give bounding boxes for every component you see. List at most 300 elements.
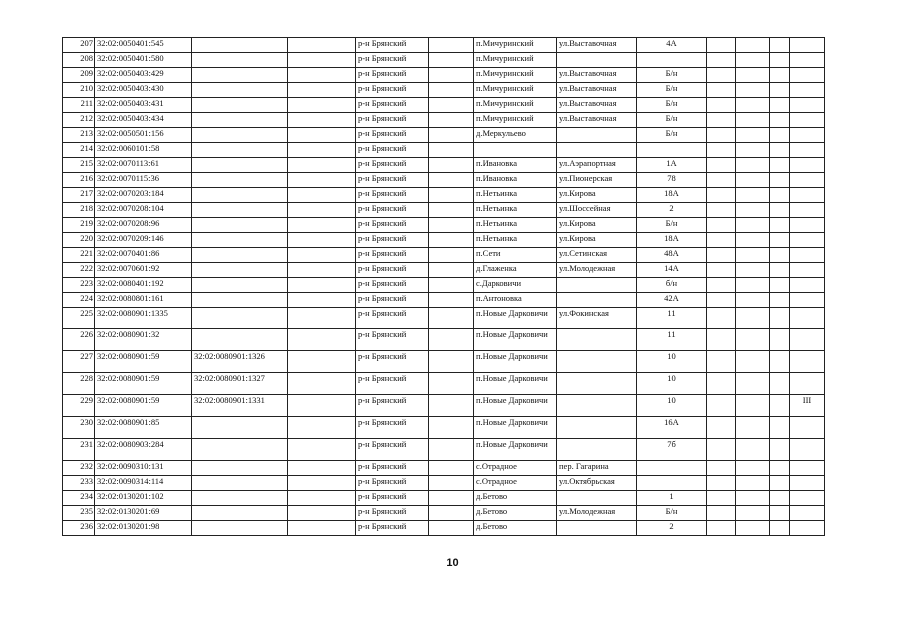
district-cell: р-н Брянский (356, 53, 429, 68)
street-cell: ул.Сетинская (557, 248, 637, 263)
empty-cell (736, 373, 770, 395)
note-cell (790, 143, 825, 158)
empty-cell (770, 308, 790, 329)
row-number-cell: 224 (63, 293, 95, 308)
table-row (63, 113, 825, 128)
note-cell (790, 128, 825, 143)
house-number-cell: 2 (637, 521, 707, 536)
street-cell (557, 439, 637, 461)
empty-cell (707, 83, 736, 98)
note-cell (790, 158, 825, 173)
street-cell (557, 395, 637, 417)
cadastral-number-cell: 32:02:0080903:284 (95, 439, 192, 461)
house-number-cell (637, 461, 707, 476)
empty-cell (429, 293, 474, 308)
note-cell (790, 98, 825, 113)
linked-cadastral-number-cell (192, 476, 288, 491)
street-cell (557, 53, 637, 68)
empty-cell (429, 308, 474, 329)
settlement-cell: п.Мичуринский (474, 98, 557, 113)
note-cell (790, 308, 825, 329)
settlement-cell: п.Сети (474, 248, 557, 263)
table-body (63, 38, 825, 536)
empty-cell (429, 38, 474, 53)
house-number-cell: 18А (637, 233, 707, 248)
street-cell (557, 143, 637, 158)
settlement-cell: п.Нетьинка (474, 233, 557, 248)
empty-cell (770, 329, 790, 351)
empty-cell (770, 293, 790, 308)
empty-cell (770, 373, 790, 395)
empty-cell (707, 203, 736, 218)
note-cell (790, 439, 825, 461)
note-cell (790, 506, 825, 521)
empty-cell (770, 143, 790, 158)
settlement-cell: п.Новые Дарковичи (474, 351, 557, 373)
street-cell (557, 128, 637, 143)
empty-cell (736, 521, 770, 536)
empty-cell (288, 308, 356, 329)
settlement-cell: п.Нетьинка (474, 203, 557, 218)
table-row (63, 521, 825, 536)
empty-cell (736, 68, 770, 83)
row-number-cell: 219 (63, 218, 95, 233)
district-cell: р-н Брянский (356, 128, 429, 143)
cadastral-number-cell: 32:02:0070209:146 (95, 233, 192, 248)
note-cell (790, 203, 825, 218)
house-number-cell: 10 (637, 351, 707, 373)
district-cell: р-н Брянский (356, 203, 429, 218)
linked-cadastral-number-cell (192, 263, 288, 278)
empty-cell (288, 491, 356, 506)
note-cell (790, 373, 825, 395)
district-cell: р-н Брянский (356, 373, 429, 395)
empty-cell (770, 351, 790, 373)
empty-cell (770, 417, 790, 439)
house-number-cell: 10 (637, 395, 707, 417)
empty-cell (736, 188, 770, 203)
page-number: 10 (446, 557, 459, 569)
cadastral-number-cell: 32:02:0070401:86 (95, 248, 192, 263)
empty-cell (288, 351, 356, 373)
district-cell: р-н Брянский (356, 143, 429, 158)
linked-cadastral-number-cell (192, 278, 288, 293)
empty-cell (288, 128, 356, 143)
street-cell: ул.Октябрьская (557, 476, 637, 491)
street-cell (557, 521, 637, 536)
empty-cell (736, 308, 770, 329)
row-number-cell: 218 (63, 203, 95, 218)
empty-cell (736, 491, 770, 506)
empty-cell (288, 373, 356, 395)
empty-cell (736, 128, 770, 143)
empty-cell (736, 417, 770, 439)
empty-cell (429, 461, 474, 476)
cadastral-number-cell: 32:02:0070115:36 (95, 173, 192, 188)
district-cell: р-н Брянский (356, 68, 429, 83)
linked-cadastral-number-cell (192, 113, 288, 128)
cadastral-number-cell: 32:02:0080901:59 (95, 395, 192, 417)
linked-cadastral-number-cell: 32:02:0080901:1331 (192, 395, 288, 417)
empty-cell (707, 351, 736, 373)
empty-cell (770, 461, 790, 476)
empty-cell (429, 476, 474, 491)
empty-cell (429, 233, 474, 248)
house-number-cell: б/н (637, 278, 707, 293)
house-number-cell: Б/н (637, 68, 707, 83)
note-cell (790, 521, 825, 536)
note-cell (790, 278, 825, 293)
empty-cell (429, 143, 474, 158)
row-number-cell: 217 (63, 188, 95, 203)
row-number-cell: 228 (63, 373, 95, 395)
street-cell (557, 491, 637, 506)
empty-cell (707, 476, 736, 491)
district-cell: р-н Брянский (356, 98, 429, 113)
linked-cadastral-number-cell (192, 83, 288, 98)
settlement-cell: д.Бетово (474, 506, 557, 521)
table-row (63, 158, 825, 173)
empty-cell (288, 173, 356, 188)
district-cell: р-н Брянский (356, 278, 429, 293)
linked-cadastral-number-cell: 32:02:0080901:1326 (192, 351, 288, 373)
empty-cell (770, 491, 790, 506)
empty-cell (736, 351, 770, 373)
table-row (63, 188, 825, 203)
house-number-cell: 1 (637, 491, 707, 506)
row-number-cell: 211 (63, 98, 95, 113)
linked-cadastral-number-cell (192, 233, 288, 248)
house-number-cell: 2 (637, 203, 707, 218)
empty-cell (429, 395, 474, 417)
cadastral-number-cell: 32:02:0080801:161 (95, 293, 192, 308)
linked-cadastral-number-cell (192, 439, 288, 461)
settlement-cell: п.Мичуринский (474, 83, 557, 98)
row-number-cell: 222 (63, 263, 95, 278)
house-number-cell: Б/н (637, 113, 707, 128)
settlement-cell: с.Отрадное (474, 461, 557, 476)
house-number-cell: 10 (637, 373, 707, 395)
linked-cadastral-number-cell (192, 248, 288, 263)
empty-cell (429, 53, 474, 68)
cadastral-number-cell: 32:02:0080901:85 (95, 417, 192, 439)
empty-cell (429, 188, 474, 203)
empty-cell (288, 293, 356, 308)
row-number-cell: 209 (63, 68, 95, 83)
table-row (63, 439, 825, 461)
row-number-cell: 226 (63, 329, 95, 351)
house-number-cell: 4А (637, 38, 707, 53)
house-number-cell: 18А (637, 188, 707, 203)
note-cell (790, 68, 825, 83)
district-cell: р-н Брянский (356, 461, 429, 476)
note-cell (790, 233, 825, 248)
empty-cell (736, 293, 770, 308)
settlement-cell: с.Отрадное (474, 476, 557, 491)
row-number-cell: 231 (63, 439, 95, 461)
table-row (63, 395, 825, 417)
linked-cadastral-number-cell (192, 521, 288, 536)
note-cell (790, 218, 825, 233)
district-cell: р-н Брянский (356, 113, 429, 128)
empty-cell (288, 218, 356, 233)
note-cell (790, 491, 825, 506)
empty-cell (707, 233, 736, 248)
empty-cell (288, 38, 356, 53)
empty-cell (736, 113, 770, 128)
row-number-cell: 232 (63, 461, 95, 476)
note-cell (790, 188, 825, 203)
note-cell (790, 38, 825, 53)
linked-cadastral-number-cell (192, 68, 288, 83)
cadastral-number-cell: 32:02:0050401:580 (95, 53, 192, 68)
empty-cell (288, 98, 356, 113)
street-cell: пер. Гагарина (557, 461, 637, 476)
empty-cell (288, 278, 356, 293)
house-number-cell (637, 476, 707, 491)
district-cell: р-н Брянский (356, 506, 429, 521)
empty-cell (707, 143, 736, 158)
table-row (63, 53, 825, 68)
house-number-cell: 16А (637, 417, 707, 439)
district-cell: р-н Брянский (356, 395, 429, 417)
empty-cell (707, 53, 736, 68)
street-cell: ул.Молодежная (557, 506, 637, 521)
empty-cell (707, 461, 736, 476)
note-cell (790, 329, 825, 351)
street-cell: ул.Молодежная (557, 263, 637, 278)
district-cell: р-н Брянский (356, 439, 429, 461)
empty-cell (770, 218, 790, 233)
row-number-cell: 207 (63, 38, 95, 53)
district-cell: р-н Брянский (356, 417, 429, 439)
settlement-cell: п.Новые Дарковичи (474, 395, 557, 417)
house-number-cell: 11 (637, 308, 707, 329)
street-cell: ул.Шоссейная (557, 203, 637, 218)
settlement-cell: п.Новые Дарковичи (474, 439, 557, 461)
note-cell (790, 461, 825, 476)
street-cell: ул.Кирова (557, 188, 637, 203)
table-row (63, 263, 825, 278)
house-number-cell: 78 (637, 173, 707, 188)
cadastral-number-cell: 32:02:0070208:96 (95, 218, 192, 233)
empty-cell (736, 263, 770, 278)
note-cell (790, 263, 825, 278)
table-row (63, 83, 825, 98)
cadastral-number-cell: 32:02:0080901:32 (95, 329, 192, 351)
row-number-cell: 210 (63, 83, 95, 98)
cadastral-number-cell: 32:02:0050401:545 (95, 38, 192, 53)
empty-cell (736, 173, 770, 188)
empty-cell (429, 329, 474, 351)
empty-cell (288, 476, 356, 491)
linked-cadastral-number-cell (192, 506, 288, 521)
note-cell (790, 351, 825, 373)
house-number-cell: 7б (637, 439, 707, 461)
settlement-cell (474, 143, 557, 158)
house-number-cell: 42А (637, 293, 707, 308)
empty-cell (429, 263, 474, 278)
cadastral-number-cell: 32:02:0090314:114 (95, 476, 192, 491)
street-cell: ул.Фокинская (557, 308, 637, 329)
house-number-cell: Б/н (637, 83, 707, 98)
cadastral-number-cell: 32:02:0070601:92 (95, 263, 192, 278)
empty-cell (736, 98, 770, 113)
house-number-cell: Б/н (637, 218, 707, 233)
note-cell (790, 113, 825, 128)
empty-cell (288, 68, 356, 83)
empty-cell (288, 233, 356, 248)
settlement-cell: п.Нетьинка (474, 188, 557, 203)
settlement-cell: с.Дарковичи (474, 278, 557, 293)
table-row (63, 491, 825, 506)
settlement-cell: п.Ивановка (474, 158, 557, 173)
table-row (63, 476, 825, 491)
cadastral-number-cell: 32:02:0080401:192 (95, 278, 192, 293)
empty-cell (288, 113, 356, 128)
linked-cadastral-number-cell (192, 417, 288, 439)
empty-cell (429, 128, 474, 143)
empty-cell (429, 68, 474, 83)
empty-cell (736, 439, 770, 461)
settlement-cell: п.Ивановка (474, 173, 557, 188)
linked-cadastral-number-cell (192, 461, 288, 476)
cadastral-number-cell: 32:02:0070208:104 (95, 203, 192, 218)
empty-cell (736, 329, 770, 351)
empty-cell (770, 128, 790, 143)
street-cell (557, 293, 637, 308)
property-register-table (62, 37, 825, 536)
empty-cell (707, 278, 736, 293)
table-row (63, 351, 825, 373)
street-cell: ул.Кирова (557, 233, 637, 248)
empty-cell (707, 38, 736, 53)
empty-cell (770, 83, 790, 98)
empty-cell (429, 351, 474, 373)
table-row (63, 233, 825, 248)
settlement-cell: п.Новые Дарковичи (474, 417, 557, 439)
district-cell: р-н Брянский (356, 188, 429, 203)
empty-cell (707, 173, 736, 188)
table-row (63, 308, 825, 329)
empty-cell (288, 329, 356, 351)
row-number-cell: 220 (63, 233, 95, 248)
empty-cell (288, 263, 356, 278)
settlement-cell: п.Новые Дарковичи (474, 373, 557, 395)
linked-cadastral-number-cell (192, 173, 288, 188)
empty-cell (736, 143, 770, 158)
empty-cell (429, 158, 474, 173)
empty-cell (770, 506, 790, 521)
linked-cadastral-number-cell (192, 143, 288, 158)
empty-cell (707, 417, 736, 439)
street-cell: ул.Выставочная (557, 68, 637, 83)
house-number-cell: 11 (637, 329, 707, 351)
table-row (63, 143, 825, 158)
empty-cell (707, 293, 736, 308)
cadastral-number-cell: 32:02:0080901:59 (95, 351, 192, 373)
table-row (63, 506, 825, 521)
district-cell: р-н Брянский (356, 158, 429, 173)
table-row (63, 173, 825, 188)
table-row (63, 293, 825, 308)
table-row (63, 203, 825, 218)
empty-cell (736, 53, 770, 68)
street-cell: ул.Пионерская (557, 173, 637, 188)
table-row (63, 461, 825, 476)
street-cell: ул.Выставочная (557, 83, 637, 98)
note-cell (790, 417, 825, 439)
settlement-cell: д.Меркульево (474, 128, 557, 143)
row-number-cell: 234 (63, 491, 95, 506)
district-cell: р-н Брянский (356, 329, 429, 351)
settlement-cell: п.Нетьинка (474, 218, 557, 233)
empty-cell (707, 113, 736, 128)
table-row (63, 278, 825, 293)
empty-cell (770, 38, 790, 53)
cadastral-number-cell: 32:02:0080901:59 (95, 373, 192, 395)
street-cell (557, 373, 637, 395)
district-cell: р-н Брянский (356, 491, 429, 506)
street-cell: ул.Выставочная (557, 98, 637, 113)
empty-cell (770, 278, 790, 293)
row-number-cell: 213 (63, 128, 95, 143)
house-number-cell: Б/н (637, 98, 707, 113)
row-number-cell: 223 (63, 278, 95, 293)
empty-cell (288, 395, 356, 417)
empty-cell (707, 395, 736, 417)
row-number-cell: 236 (63, 521, 95, 536)
empty-cell (707, 158, 736, 173)
settlement-cell: п.Мичуринский (474, 113, 557, 128)
empty-cell (429, 203, 474, 218)
settlement-cell: п.Мичуринский (474, 68, 557, 83)
empty-cell (770, 439, 790, 461)
table-row (63, 248, 825, 263)
linked-cadastral-number-cell (192, 128, 288, 143)
row-number-cell: 227 (63, 351, 95, 373)
empty-cell (429, 506, 474, 521)
settlement-cell: д.Глаженка (474, 263, 557, 278)
empty-cell (770, 233, 790, 248)
empty-cell (429, 373, 474, 395)
empty-cell (288, 83, 356, 98)
row-number-cell: 215 (63, 158, 95, 173)
empty-cell (770, 53, 790, 68)
empty-cell (288, 158, 356, 173)
cadastral-number-cell: 32:02:0060101:58 (95, 143, 192, 158)
district-cell: р-н Брянский (356, 308, 429, 329)
linked-cadastral-number-cell: 32:02:0080901:1327 (192, 373, 288, 395)
empty-cell (429, 521, 474, 536)
empty-cell (770, 476, 790, 491)
house-number-cell: 1А (637, 158, 707, 173)
cadastral-number-cell: 32:02:0050403:431 (95, 98, 192, 113)
note-cell (790, 476, 825, 491)
empty-cell (707, 521, 736, 536)
note-cell (790, 53, 825, 68)
cadastral-number-cell: 32:02:0130201:69 (95, 506, 192, 521)
empty-cell (429, 248, 474, 263)
empty-cell (707, 373, 736, 395)
empty-cell (770, 521, 790, 536)
street-cell (557, 417, 637, 439)
district-cell: р-н Брянский (356, 263, 429, 278)
note-cell (790, 248, 825, 263)
street-cell: ул.Выставочная (557, 38, 637, 53)
table-row (63, 218, 825, 233)
linked-cadastral-number-cell (192, 491, 288, 506)
